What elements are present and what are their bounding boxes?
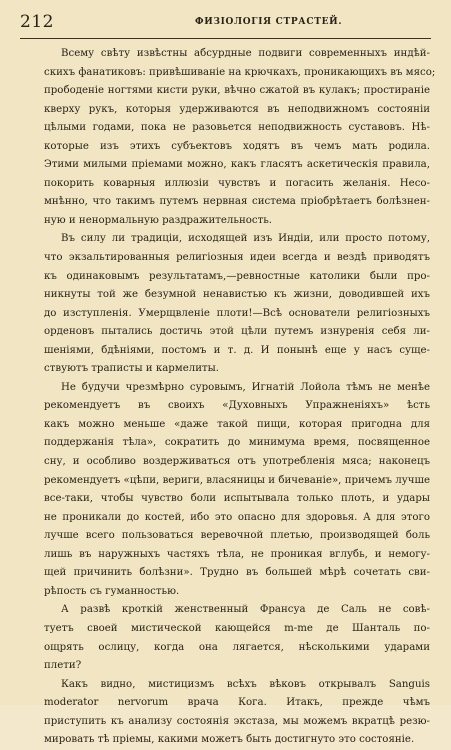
text-line: рекомендуетъ въ своихъ «Духовныхъ Упражненіяхъ» ѣсть bbox=[44, 400, 430, 412]
text-line: скихъ фанатиковъ: привѣшиваніе на крючкахъ, проникающихъ въ мясо; bbox=[44, 66, 436, 78]
text-line: Какъ видно, мистицизмъ всѣхъ вѣковъ открывалъ Sanguis bbox=[61, 678, 430, 690]
text-line: орденовъ пытались достичь этой цѣли путемъ изнуренія себя ли- bbox=[44, 326, 430, 338]
text-line: до изступленія. Умерщвленіе плоти!—Всѣ основатели религіозныхъ bbox=[44, 307, 430, 319]
paragraph bbox=[44, 230, 430, 378]
text-line: шеніями, бдѣніями, постомъ и т. д. И понынѣ еще у насъ суще- bbox=[44, 344, 430, 356]
text-line: moderator nervorum врача Кога. Итакъ, прежде чѣмъ bbox=[44, 697, 430, 709]
running-head: ФИЗІОЛОГІЯ СТРАСТЕЙ. bbox=[195, 17, 343, 27]
text-line: какъ можно меньше «даже такой пищи, которая пригодна для bbox=[44, 418, 430, 430]
text-line: Всему свѣту извѣстны абсурдные подвиги современныхъ индѣй- bbox=[61, 48, 430, 59]
page-body bbox=[44, 45, 436, 750]
text-line: Въ силу ли традиціи, исходящей изъ Индіи, или просто потому, bbox=[61, 233, 430, 245]
text-line: все-таки, чтобы чувство боли испытывала только плоть, и удары bbox=[44, 493, 430, 505]
text-line: рекомендуетъ «цѣпи, вериги, власяницы и бичеваніе», причемъ лучше bbox=[44, 474, 430, 486]
text-line: кверху рукъ, которыя удерживаются въ неподвижномъ состояніи bbox=[44, 103, 430, 115]
text-line: мировать тѣ пріемы, какими можетъ быть достигнуто это состояніе. bbox=[44, 734, 415, 746]
text-line: ную и ненормальную раздражительность. bbox=[44, 214, 273, 226]
text-line: мнѣнно, что такимъ путемъ нервная система пріобрѣтаетъ болѣзнен- bbox=[44, 196, 430, 208]
paragraph bbox=[44, 45, 436, 230]
paragraph bbox=[44, 601, 430, 675]
text-line: туетъ своей мистической кающейся m-me де Шанталь по- bbox=[44, 622, 430, 634]
text-line: покорить коварныя иллюзіи чувствъ и погасить желанія. Несо- bbox=[44, 177, 430, 189]
page-header bbox=[20, 10, 431, 39]
text-line: которые изъ этихъ субъектовъ ходятъ въ чемъ мать родила. bbox=[44, 140, 430, 152]
text-line: Не будучи чрезмѣрно суровымъ, Игнатій Лойола тѣмъ не менѣе bbox=[61, 381, 430, 393]
text-line: поддержанія тѣла», сократить до минимума время, посвященное bbox=[44, 437, 430, 449]
text-line: не проникали до костей, ибо это опасно для здоровья. А для этого bbox=[44, 511, 430, 523]
text-line: къ одинаковымъ результатамъ,—ревностные католики были про- bbox=[44, 270, 430, 282]
text-line: приступить къ анализу состоянія экстаза, мы можемъ вкратцѣ резю- bbox=[44, 715, 430, 727]
page-number: 212 bbox=[20, 12, 54, 32]
text-line: ствуютъ траписты и кармелиты. bbox=[44, 363, 219, 375]
text-line: лучше всего пользоваться веревочной плетью, производящей боль bbox=[44, 530, 430, 542]
text-line: ощрять ослицу, когда она лягается, нѣсколькими ударами bbox=[44, 641, 430, 653]
text-line: что экзальтированныя религіозныя идеи всегда и вездѣ приводятъ bbox=[44, 252, 430, 264]
text-line: рѣпость съ гуманностью. bbox=[44, 585, 180, 597]
text-line: прободеніе ногтями кисти руки, вѣчно сжатой въ кулакъ; простираніе bbox=[44, 85, 430, 97]
text-line: сну, и особливо воздерживаться отъ употребленія мяса; наконецъ bbox=[44, 456, 430, 468]
text-line: Этими милыми пріемами можно, какъ гласятъ аскетическія правила, bbox=[44, 159, 430, 171]
paragraph bbox=[44, 676, 430, 750]
text-line: цѣлыми годами, пока не разовьется неподвижность суставовъ. Нѣ- bbox=[44, 122, 430, 134]
text-line: никнуты той же безумной ненавистью къ жизни, доводившей ихъ bbox=[44, 289, 430, 301]
text-line: А развѣ кроткій женственный Франсуа де Саль не совѣ- bbox=[61, 604, 430, 616]
text-line: щей причинить болѣзни». Трудно въ большей мѣрѣ сочетать сви- bbox=[44, 567, 430, 579]
paragraph bbox=[44, 379, 430, 602]
text-line: лишь въ наружныхъ частяхъ тѣла, не проникая вглубь, и немогу- bbox=[44, 548, 430, 560]
text-line: плети? bbox=[44, 660, 82, 672]
